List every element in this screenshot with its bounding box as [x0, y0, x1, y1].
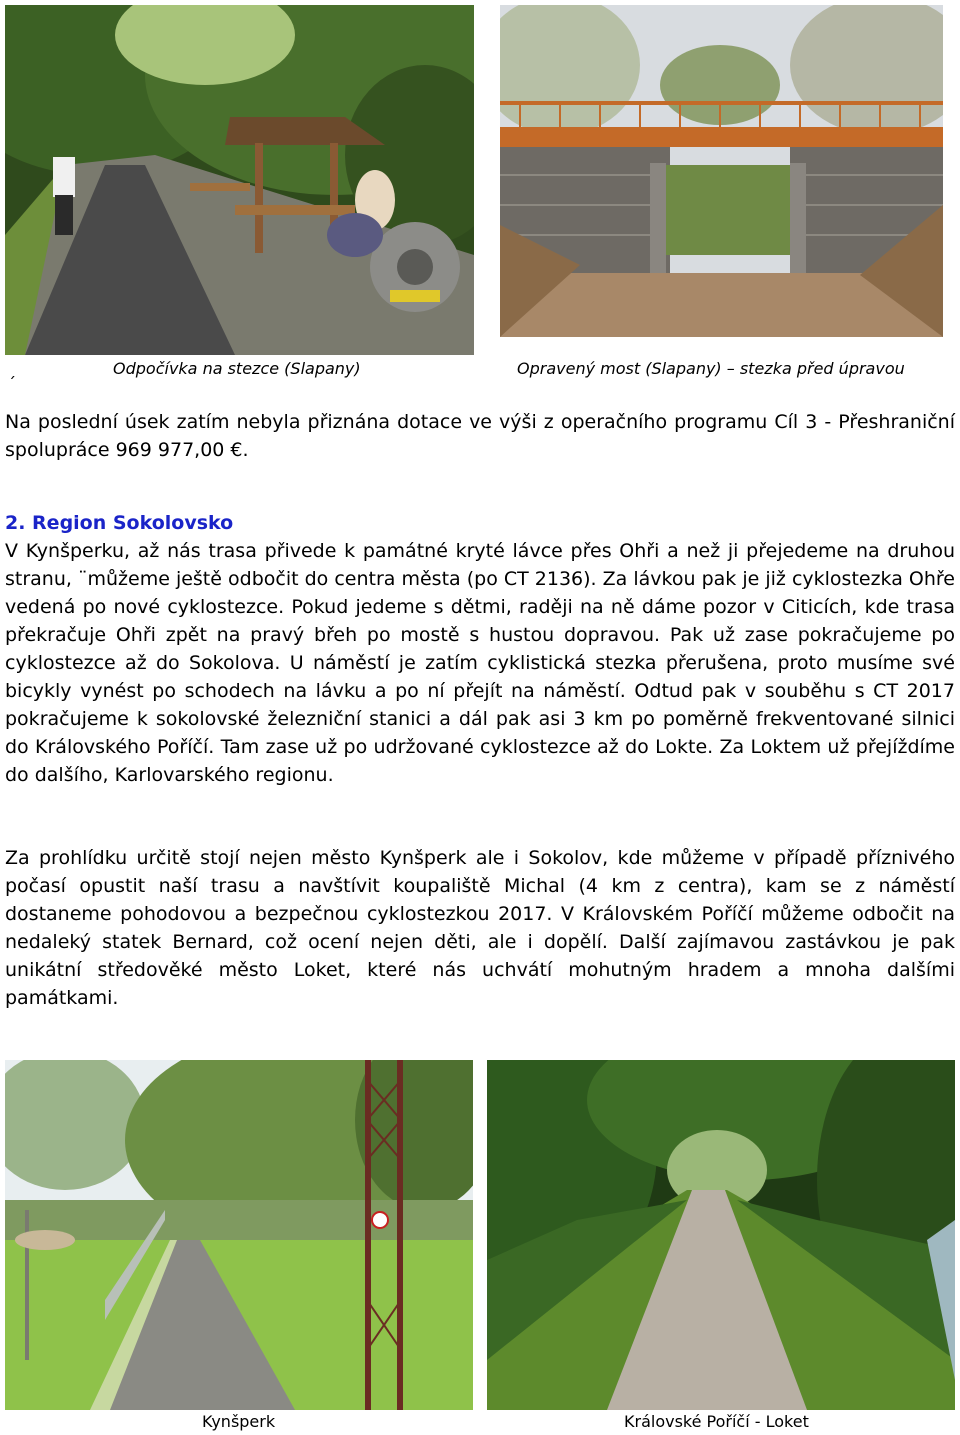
caption-kynsperk: Kynšperk: [202, 1412, 276, 1431]
section-paragraph-sights: Za prohlídku určitě stojí nejen město Kynšperk ale i Sokolov, kde můžeme v případě příznivého počasí opustit naší trasu a navštívit koupaliště Michal (4 km z centra), kam se z náměstí dostaneme pohodovou a bezpečnou cyklostezkou 2017. V Královském Poříčí můžeme odbočit na nedaleký statek Bernard, což ocení nejen děti, ale i dopělí. Další zajímavou zastávkou je pak unikátní středověké město Loket, které nás uchvátí mohutným hradem a mnoha dalšími památkami.: [5, 847, 955, 1009]
photo-loket: [487, 1060, 955, 1410]
photo-bridge: [500, 5, 943, 337]
stray-mark: ´: [8, 374, 16, 393]
photo-kynsperk: [5, 1060, 473, 1410]
funding-paragraph: Na poslední úsek zatím nebyla přiznána dotace ve výši z operačního programu Cíl 3 - Přeshraniční spolupráce 969 977,00 €.: [5, 411, 955, 461]
section-heading: 2. Region Sokolovsko: [5, 512, 234, 534]
caption-bridge: Opravený most (Slapany) – stezka před úpravou: [517, 359, 905, 378]
caption-loket: Královské Poříčí - Loket: [624, 1412, 809, 1431]
photo-rest-stop: [5, 5, 474, 355]
section-paragraph-route: V Kynšperku, až nás trasa přivede k památné kryté lávce přes Ohři a než ji přejedeme na druhou stranu, ¨můžeme ještě odbočit do centra města (po CT 2136). Za lávkou pak je již cyklostezka Ohře vedená po nové cyklostezce. Pokud jedeme s dětmi, raději na ně dáme pozor v Citicích, kde trasa překračuje Ohři zpět na pravý břeh po mostě s hustou dopravou. Pak už zase pokračujeme po cyklostezce až do Sokolova. U náměstí je zatím cyklistická stezka přerušena, proto musíme své bicykly vynést po schodech na lávku a po ní přejít na náměstí. Odtud pak v souběhu s CT 2017 pokračujeme k sokolovské železniční stanici a dál pak asi 3 km po poměrně frekventované silnici do Královského Poříčí. Tam zase už po udržované cyklostezce až do Lokte. Za Loktem už přejíždíme do dalšího, Karlovarského regionu.: [5, 540, 955, 786]
caption-rest-stop: Odpočívka na stezce (Slapany): [113, 359, 361, 378]
